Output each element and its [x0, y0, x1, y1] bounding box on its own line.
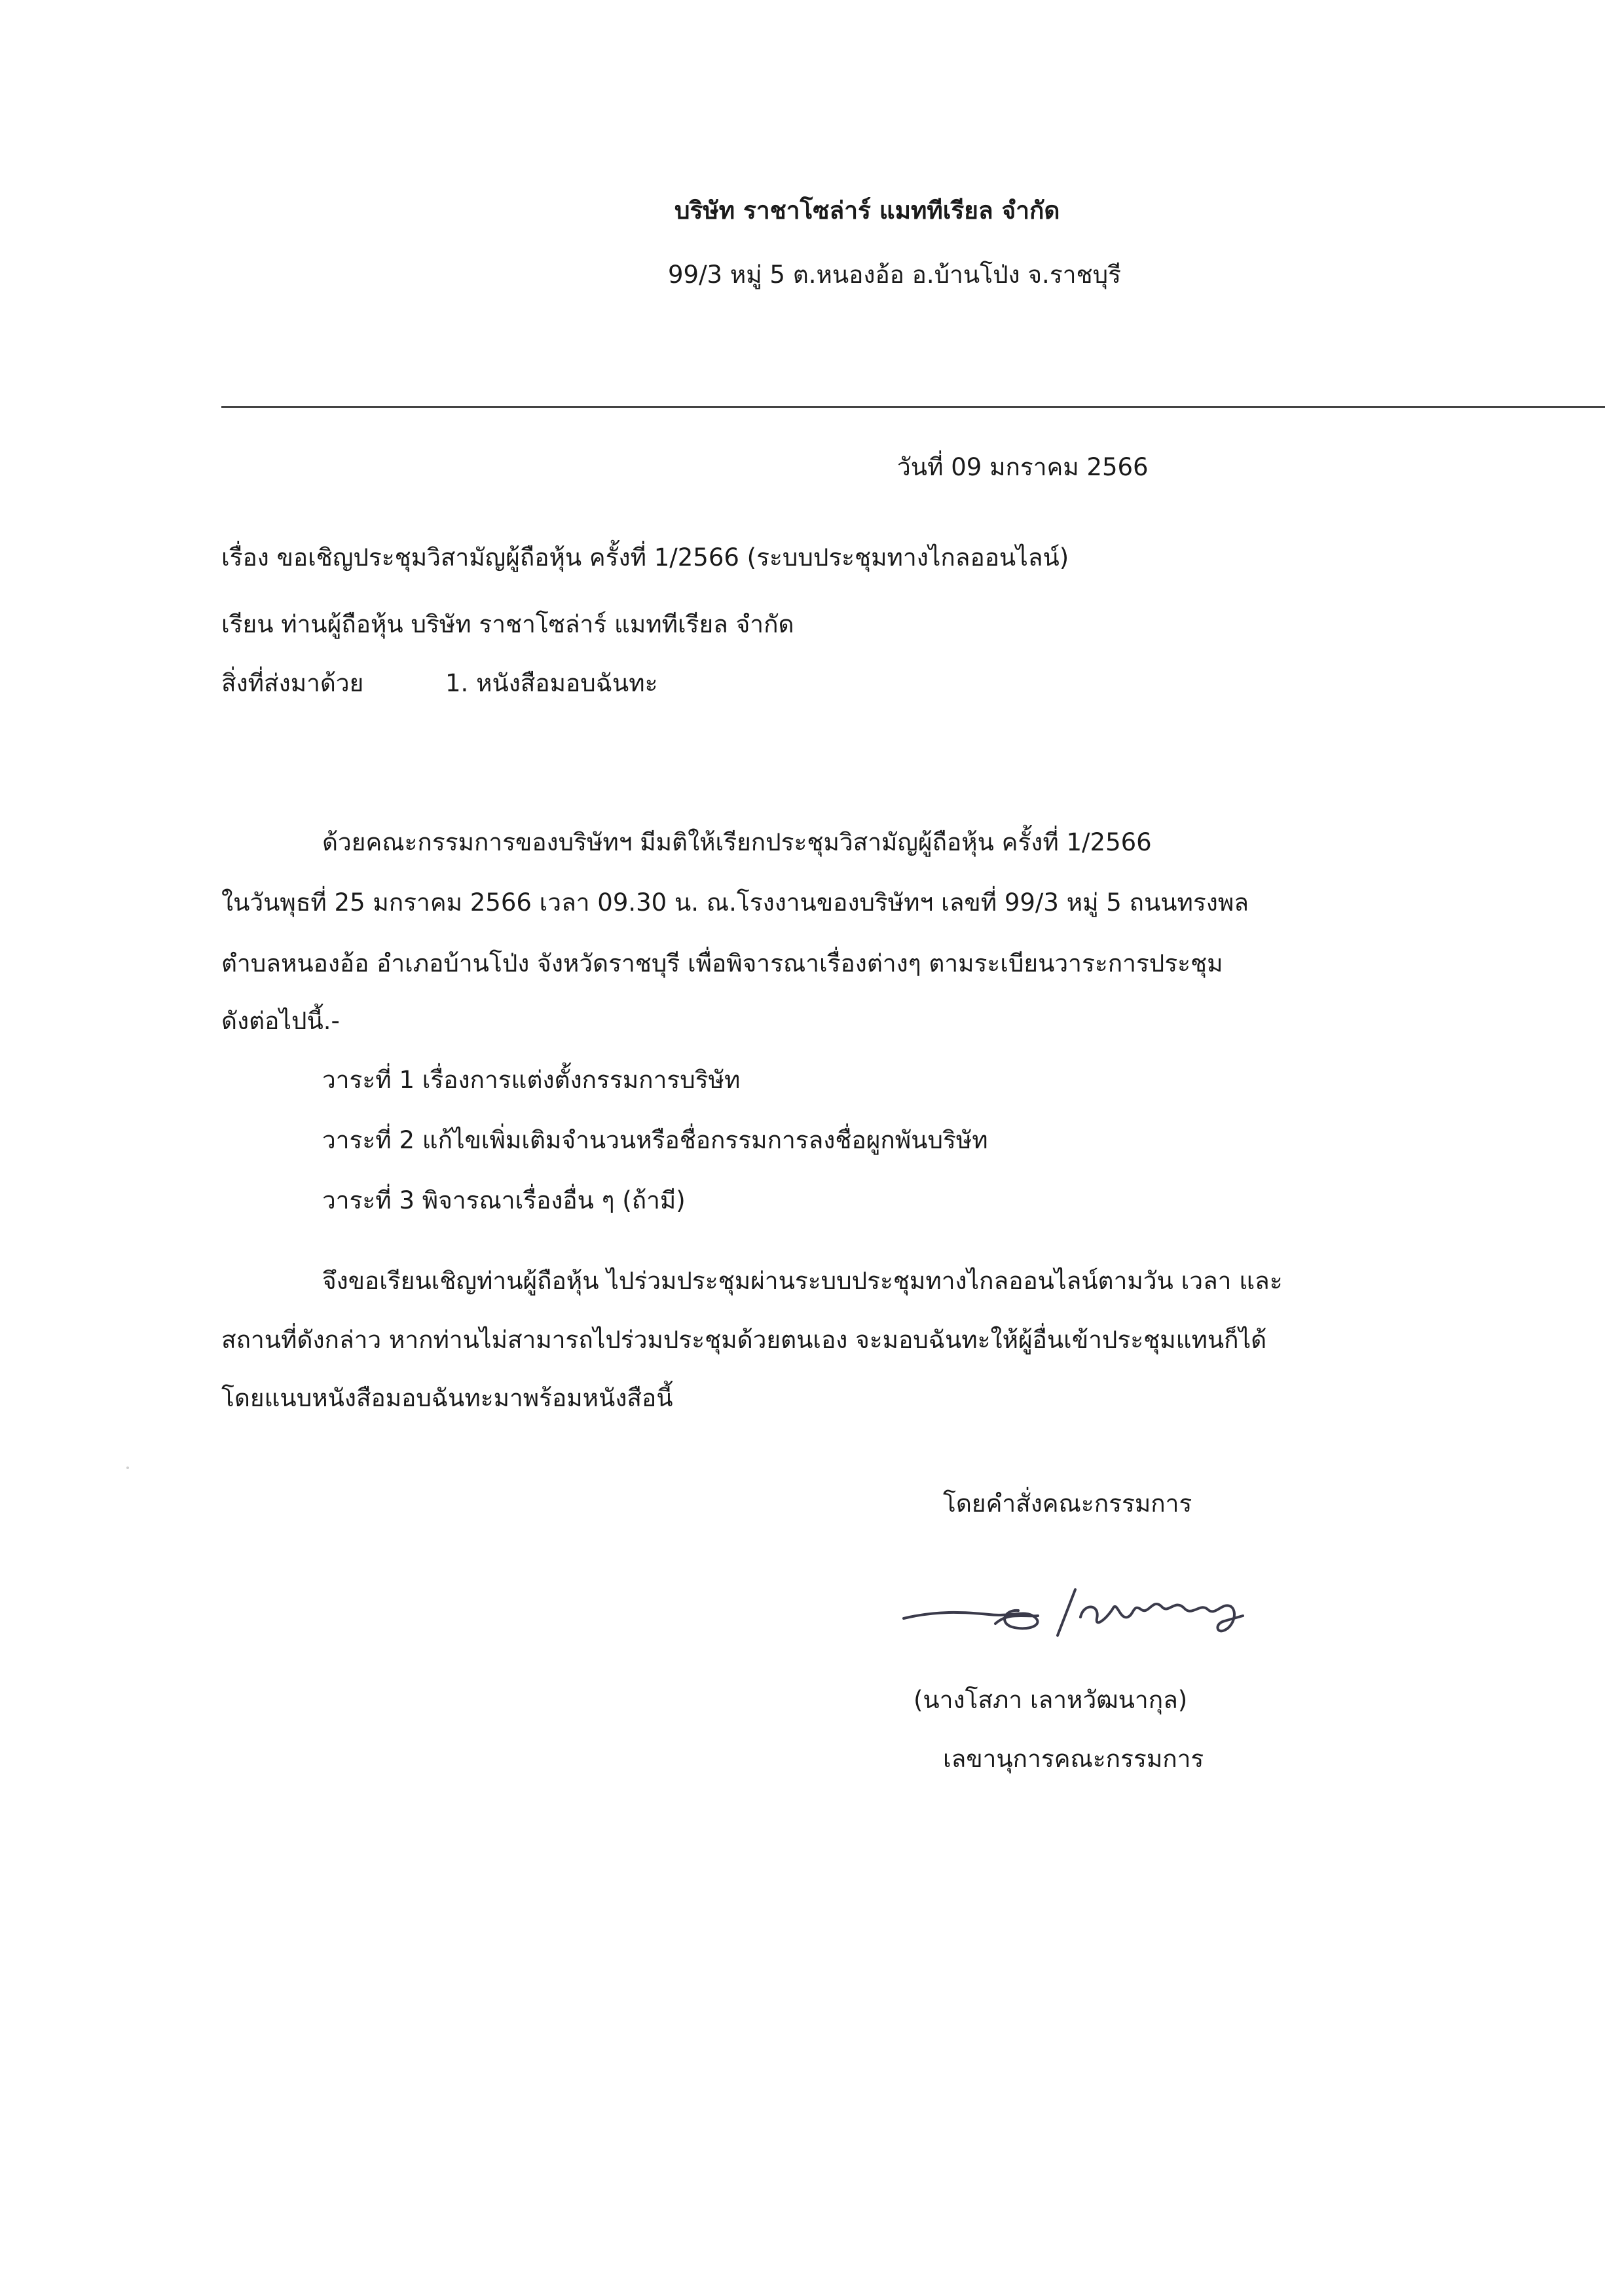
enclosure-label: สิ่งที่ส่งมาด้วย	[221, 669, 364, 697]
company-address: 99/3 หมู่ 5 ต.หนองอ้อ อ.บ้านโป่ง จ.ราชบุรี	[668, 261, 1121, 289]
body-line: จึงขอเรียนเชิญท่านผู้ถือหุ้น ไปร่วมประชุมผ่านระบบประชุมทางไกลออนไลน์ตามวัน เวลา และ	[322, 1267, 1283, 1295]
handwritten-signature	[897, 1578, 1264, 1650]
enclosure-item: 1. หนังสือมอบฉันทะ	[445, 669, 658, 697]
letter-date: วันที่ 09 มกราคม 2566	[897, 453, 1149, 481]
body-line: ในวันพุธที่ 25 มกราคม 2566 เวลา 09.30 น. ณ.โรงงานของบริษัทฯ เลขที่ 99/3 หมู่ 5 ถนนทรงพล	[221, 888, 1249, 917]
recipient-line: เรียน ท่านผู้ถือหุ้น บริษัท ราชาโซล่าร์ แมททีเรียล จำกัด	[221, 610, 794, 638]
header-divider	[221, 406, 1605, 408]
body-line: สถานที่ดังกล่าว หากท่านไม่สามารถไปร่วมประชุมด้วยตนเอง จะมอบฉันทะให้ผู้อื่นเข้าประชุมแทนก็ได้	[221, 1326, 1267, 1354]
agenda-item: วาระที่ 3 พิจารณาเรื่องอื่น ๆ (ถ้ามี)	[322, 1186, 686, 1214]
company-name: บริษัท ราชาโซล่าร์ แมททีเรียล จำกัด	[674, 196, 1060, 225]
body-line: โดยแนบหนังสือมอบฉันทะมาพร้อมหนังสือนี้	[221, 1384, 673, 1412]
body-line: ดังต่อไปนี้.-	[221, 1007, 340, 1035]
agenda-item: วาระที่ 2 แก้ไขเพิ่มเติมจำนวนหรือชื่อกรรมการลงชื่อผูกพันบริษัท	[322, 1126, 988, 1154]
closing-by-order: โดยคำสั่งคณะกรรมการ	[943, 1489, 1192, 1518]
scan-speck	[126, 1467, 129, 1469]
subject-line: เรื่อง ขอเชิญประชุมวิสามัญผู้ถือหุ้น ครั้งที่ 1/2566 (ระบบประชุมทางไกลออนไลน์)	[221, 543, 1069, 572]
body-line: ด้วยคณะกรรมการของบริษัทฯ มีมติให้เรียกประชุมวิสามัญผู้ถือหุ้น ครั้งที่ 1/2566	[322, 828, 1152, 856]
signer-name: (นางโสภา เลาหวัฒนากุล)	[913, 1686, 1188, 1714]
agenda-item: วาระที่ 1 เรื่องการแต่งตั้งกรรมการบริษัท	[322, 1066, 741, 1094]
signer-title: เลขานุการคณะกรรมการ	[943, 1745, 1204, 1773]
body-line: ตำบลหนองอ้อ อำเภอบ้านโป่ง จังหวัดราชบุรี เพื่อพิจารณาเรื่องต่างๆ ตามระเบียนวาระการประชุม	[221, 949, 1223, 977]
